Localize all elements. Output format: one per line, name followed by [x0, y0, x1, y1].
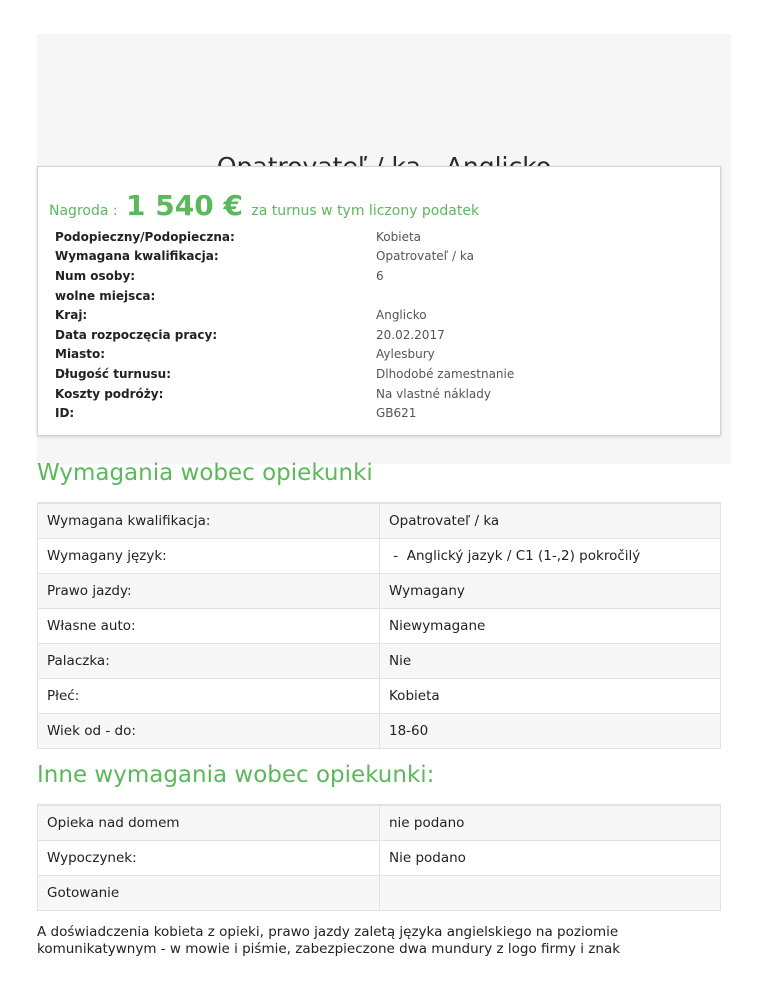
row-value: Nie podano	[380, 840, 721, 875]
table-row	[38, 503, 721, 538]
row-label: Wymagany język:	[38, 538, 380, 573]
detail-label: ID:	[55, 406, 75, 421]
table-row	[38, 538, 721, 573]
row-label: Wymagana kwalifikacja:	[38, 503, 380, 538]
row-label: Opieka nad domem	[38, 805, 380, 840]
row-label: Płeć:	[38, 678, 380, 713]
detail-value: 20.02.2017	[376, 327, 445, 342]
detail-label: Koszty podróży:	[55, 386, 164, 401]
detail-label: Data rozpoczęcia pracy:	[55, 327, 218, 342]
detail-value: Aylesbury	[376, 347, 435, 362]
reward-line	[49, 189, 479, 222]
row-value: Wymagany	[380, 573, 721, 608]
table-row	[38, 678, 721, 713]
detail-value: GB621	[376, 406, 417, 421]
detail-row	[55, 227, 715, 247]
table-row	[38, 875, 721, 910]
row-value: Niewymagane	[380, 608, 721, 643]
row-label: Palaczka:	[38, 643, 380, 678]
row-value	[380, 875, 721, 910]
detail-row	[55, 247, 715, 267]
table-row	[38, 573, 721, 608]
detail-row	[55, 266, 715, 286]
detail-label: Wymagana kwalifikacja:	[55, 249, 219, 264]
table-row	[38, 805, 721, 840]
other-requirements-table	[37, 804, 721, 911]
detail-value: Kobieta	[376, 229, 422, 244]
offer-summary-box	[37, 166, 721, 436]
offer-description: A doświadczenia kobieta z opieki, prawo jazdy zaletą języka angielskiego na poziomie komunikatywnym - w mowie i piśmie, zabezpieczone dwa mundury z logo firmy i znak	[37, 924, 621, 957]
detail-value: Na vlastné náklady	[376, 386, 492, 401]
detail-row	[55, 286, 715, 306]
row-label: Wypoczynek:	[38, 840, 380, 875]
row-value: - Anglický jazyk / C1 (1-,2) pokročilý	[380, 538, 721, 573]
row-label: Gotowanie	[38, 875, 380, 910]
detail-row	[55, 364, 715, 384]
requirements-table	[37, 502, 721, 749]
detail-value: Dlhodobé zamestnanie	[376, 366, 515, 381]
detail-label: Num osoby:	[55, 268, 136, 283]
detail-label: Kraj:	[55, 308, 88, 323]
detail-row	[55, 325, 715, 345]
row-value: Kobieta	[380, 678, 721, 713]
other-requirements-heading: Inne wymagania wobec opiekunki:	[37, 762, 435, 788]
row-label: Wiek od - do:	[38, 713, 380, 748]
detail-row	[55, 384, 715, 404]
table-row	[38, 713, 721, 748]
row-value: Opatrovateľ / ka	[380, 503, 721, 538]
offer-details	[55, 227, 715, 423]
detail-row	[55, 305, 715, 325]
table-row	[38, 840, 721, 875]
detail-label: Długość turnusu:	[55, 366, 171, 381]
row-value: 18-60	[380, 713, 721, 748]
detail-row	[55, 403, 715, 423]
row-label: Prawo jazdy:	[38, 573, 380, 608]
row-value: nie podano	[380, 805, 721, 840]
detail-row	[55, 345, 715, 365]
row-value: Nie	[380, 643, 721, 678]
detail-label: Podopieczny/Podopieczna:	[55, 229, 235, 244]
detail-value: 6	[376, 268, 384, 283]
detail-value: Opatrovateľ / ka	[376, 249, 474, 264]
reward-label: Nagroda :	[49, 203, 118, 219]
requirements-heading: Wymagania wobec opiekunki	[37, 460, 373, 486]
detail-label: Miasto:	[55, 347, 106, 362]
detail-value: Anglicko	[376, 308, 427, 323]
table-row	[38, 608, 721, 643]
reward-note: za turnus w tym liczony podatek	[251, 203, 480, 219]
reward-amount: 1 540 €	[126, 189, 243, 222]
detail-label: wolne miejsca:	[55, 288, 156, 303]
table-row	[38, 643, 721, 678]
row-label: Własne auto:	[38, 608, 380, 643]
